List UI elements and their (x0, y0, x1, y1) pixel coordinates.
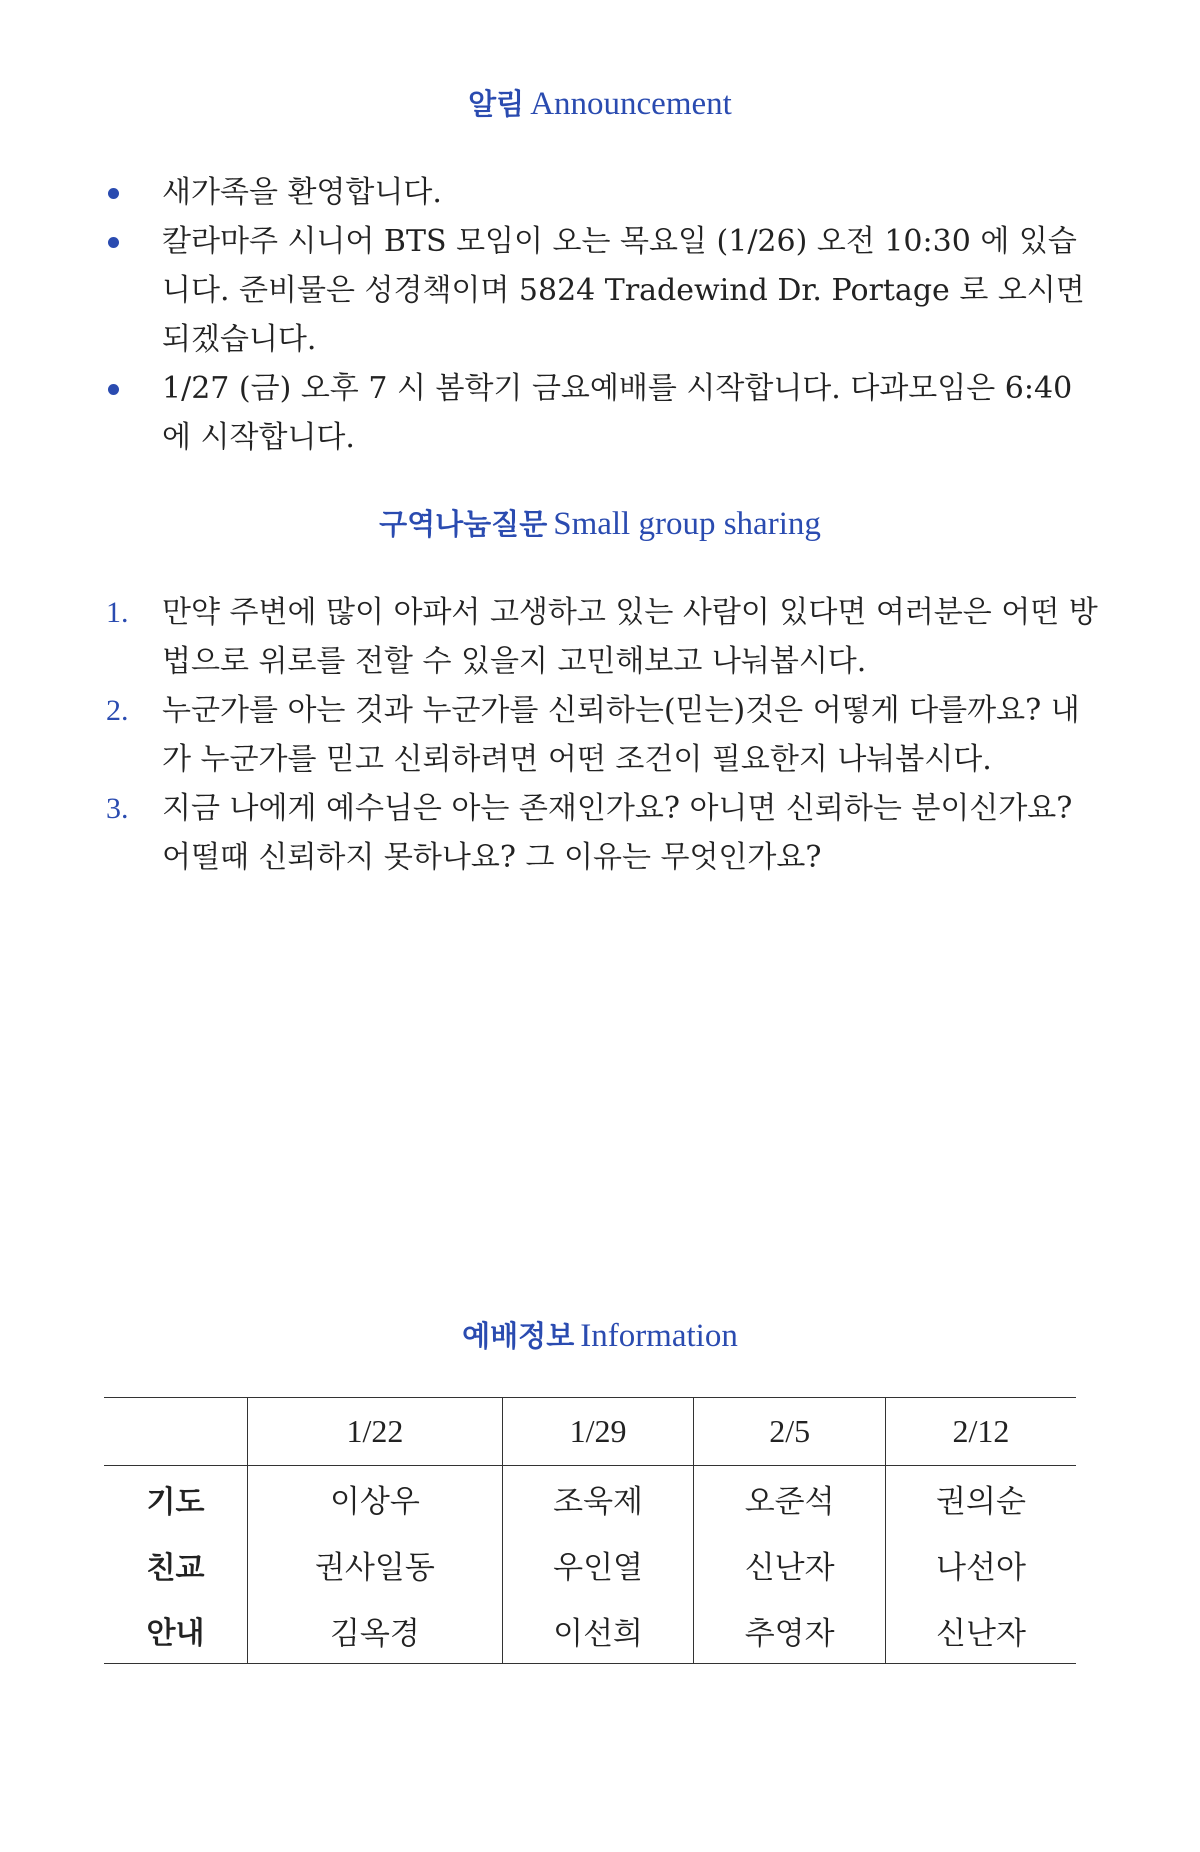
question-item (100, 588, 1100, 686)
announcement-title (0, 82, 1200, 123)
table-cell: 이상우 (248, 1466, 503, 1532)
question-number: 3. (106, 792, 129, 825)
announcement-item (100, 168, 1100, 217)
question-item (100, 784, 1100, 882)
table-cell: 오준석 (694, 1466, 886, 1532)
table-cell: 김옥경 (248, 1598, 503, 1664)
table-row (104, 1466, 1076, 1532)
table-cell: 권사일동 (248, 1532, 503, 1598)
information-title-en: Information (580, 1318, 738, 1354)
question-text: 만약 주변에 많이 아파서 고생하고 있는 사람이 있다면 여러분은 어떤 방법으로 위로를 전할 수 있을지 고민해보고 나눠봅시다. (162, 595, 1098, 679)
table-cell: 조욱제 (502, 1466, 694, 1532)
table-row (104, 1598, 1076, 1664)
question-number: 2. (106, 694, 129, 727)
bullet-icon (108, 188, 119, 199)
table-cell: 신난자 (694, 1532, 886, 1598)
table-cell: 추영자 (694, 1598, 886, 1664)
date-header: 2/5 (694, 1398, 886, 1466)
table-cell: 이선희 (502, 1598, 694, 1664)
small-group-title-en: Small group sharing (553, 506, 821, 542)
question-number: 1. (106, 596, 129, 629)
announcement-text: 칼라마주 시니어 BTS 모임이 오는 목요일 (1/26) 오전 10:30 에 있습니다. 준비물은 성경책이며 5824 Tradewind Dr. Portage 로 오시면 되겠습니다. (162, 224, 1085, 357)
table-cell: 신난자 (885, 1598, 1076, 1664)
table-cell: 우인열 (502, 1532, 694, 1598)
row-label: 기도 (146, 1484, 205, 1520)
row-label: 친교 (146, 1550, 205, 1586)
date-header: 2/12 (885, 1398, 1076, 1466)
table-cell: 나선아 (885, 1532, 1076, 1598)
question-text: 누군가를 아는 것과 누군가를 신뢰하는(믿는)것은 어떻게 다를까요? 내가 누군가를 믿고 신뢰하려면 어떤 조건이 필요한지 나눠봅시다. (162, 693, 1080, 777)
bullet-icon (108, 384, 119, 395)
announcement-list (100, 168, 1100, 462)
service-info-table (104, 1397, 1076, 1664)
table-header-row (104, 1398, 1076, 1466)
small-group-title-ko: 구역나눔질문 (379, 507, 548, 541)
question-text: 지금 나에게 예수님은 아는 존재인가요? 아니면 신뢰하는 분이신가요? 어떨때 신뢰하지 못하나요? 그 이유는 무엇인가요? (162, 791, 1073, 875)
date-header: 1/29 (502, 1398, 694, 1466)
table-corner-cell (104, 1398, 248, 1466)
small-group-title (0, 502, 1200, 543)
announcement-item (100, 364, 1100, 462)
table-row (104, 1532, 1076, 1598)
row-label: 안내 (146, 1616, 205, 1652)
information-title-ko: 예배정보 (462, 1319, 575, 1353)
date-header: 1/22 (248, 1398, 503, 1466)
announcement-text: 1/27 (금) 오후 7 시 봄학기 금요예배를 시작합니다. 다과모임은 6:40 에 시작합니다. (162, 371, 1073, 455)
announcement-text: 새가족을 환영합니다. (162, 175, 442, 210)
question-list (100, 588, 1100, 882)
information-title (0, 1314, 1200, 1355)
announcement-title-ko: 알림 (468, 87, 525, 121)
bullet-icon (108, 237, 119, 248)
question-item (100, 686, 1100, 784)
announcement-item (100, 217, 1100, 364)
announcement-title-en: Announcement (530, 86, 732, 122)
table-cell: 권의순 (885, 1466, 1076, 1532)
